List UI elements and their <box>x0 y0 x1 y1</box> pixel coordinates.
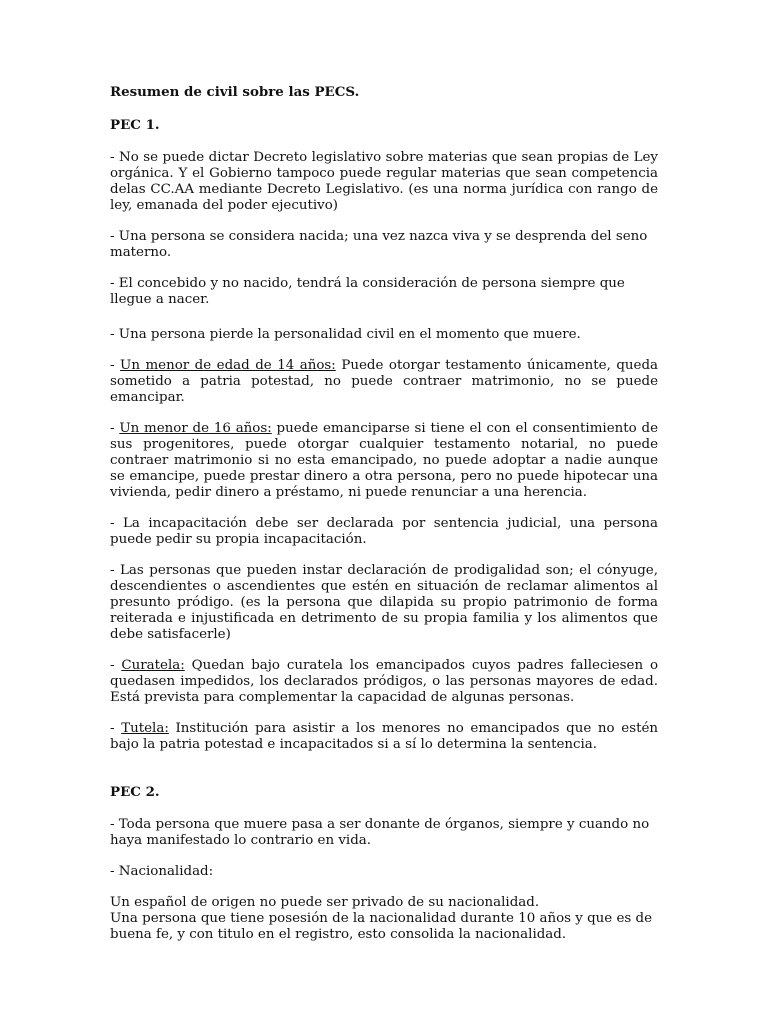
paragraph-prefix: - <box>110 721 122 736</box>
paragraph-nacionalidad-posesion: Una persona que tiene posesión de la nacionalidad durante 10 años y que es de buena fe, y con titulo en el registro, esto consolida la nacionalidad. <box>110 911 653 942</box>
paragraph-body: Quedan bajo curatela los emancipados cuyos padres falleciesen o quedasen impedidos, los declarados pródigos, o las personas mayores de edad. Está prevista para complementar la capacidad de algunas personas. <box>110 658 659 705</box>
paragraph-donante-organos: - Toda persona que muere pasa a ser donante de órganos, siempre y cuando no haya manifestado lo contrario en vida. <box>110 817 650 848</box>
document-page <box>110 84 658 943</box>
paragraph-incapacitacion: - La incapacitación debe ser declarada por sentencia judicial, una persona puede pedir su propia incapacitación. <box>110 516 658 547</box>
paragraph-prefix: - <box>110 358 121 373</box>
paragraph-prefix: - <box>110 421 120 436</box>
paragraph-nacionalidad-label: - Nacionalidad: <box>110 864 214 879</box>
paragraph-decreto-legislativo: - No se puede dictar Decreto legislativo sobre materias que sean propias de Ley orgánica. Y el Gobierno tampoco puede regular materias que sean competencia delas CC.AA mediante Decreto Legislativo. (es una norma jurídica con rango de ley, emanada del poder ejecutivo) <box>110 150 658 213</box>
paragraph-prefix: - <box>110 658 122 673</box>
document-title: Resumen de civil sobre las PECS. <box>110 84 360 100</box>
term-curatela: Curatela: <box>121 658 185 673</box>
paragraph-persona-nacida: - Una persona se considera nacida; una vez nazca viva y se desprenda del seno materno. <box>110 229 648 260</box>
paragraph-concebido: - El concebido y no nacido, tendrá la consideración de persona siempre que llegue a nacer. <box>110 276 625 307</box>
term-menor-14: Un menor de edad de 14 años: <box>120 358 336 373</box>
paragraph-body: Institución para asistir a los menores no emancipados que no estén bajo la patria potestad e incapacitados si a sí lo determina la sentencia. <box>110 721 658 752</box>
paragraph-menor-14 <box>110 358 658 406</box>
paragraph-tutela <box>110 721 658 753</box>
paragraph-curatela <box>110 658 658 706</box>
section-heading-pec2: PEC 2. <box>110 784 160 800</box>
paragraph-personalidad-civil: - Una persona pierde la personalidad civil en el momento que muere. <box>110 327 581 342</box>
term-menor-16: Un menor de 16 años: <box>119 421 272 436</box>
paragraph-body: Puede otorgar testamento únicamente, queda sometido a patria potestad, no puede contraer matrimonio, no se puede emancipar. <box>110 358 659 405</box>
paragraph-prodigalidad: - Las personas que pueden instar declaración de prodigalidad son; el cónyuge, descendientes o ascendientes que estén en situación de reclamar alimentos al presunto pródigo. (es la persona que dilapida su propio patrimonio de forma reiterada e injustificada en detrimento de su propia familia y los alimentos que debe satisfacerle) <box>110 563 658 642</box>
paragraph-nacionalidad-origen: Un español de origen no puede ser privado de su nacionalidad. <box>110 895 540 910</box>
term-tutela: Tutela: <box>121 721 169 736</box>
paragraph-menor-16 <box>110 421 658 501</box>
section-heading-pec1: PEC 1. <box>110 117 160 133</box>
paragraph-body: puede emanciparse si tiene el con el consentimiento de sus progenitores, puede otorgar cualquier testamento notarial, no puede contraer matrimonio si no esta emancipado, no puede adoptar a nadie aunque se emancipe, puede prestar dinero a otra persona, pero no puede hipotecar una vivienda, pedir dinero a préstamo, ni puede renunciar a una herencia. <box>110 421 658 500</box>
